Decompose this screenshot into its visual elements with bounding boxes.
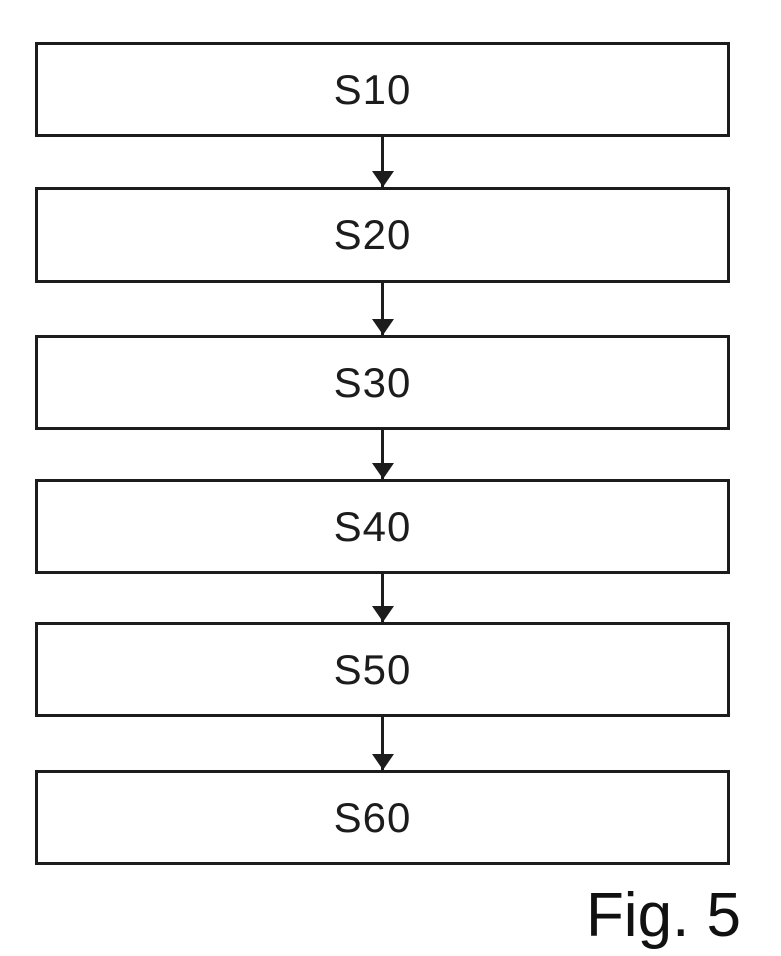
arrow-down-icon-1: [381, 137, 384, 187]
arrow-head-icon: [372, 606, 394, 622]
step-label-s10: S10: [333, 65, 412, 113]
figure-caption: Fig. 5: [585, 881, 741, 950]
arrow-head-icon: [372, 171, 394, 187]
arrow-head-icon: [372, 463, 394, 479]
arrow-down-icon-4: [381, 574, 384, 622]
flow-step-box-s40: [35, 479, 730, 574]
step-label-s50: S50: [333, 645, 412, 693]
flow-step-box-s30: [35, 335, 730, 430]
flow-step-box-s50: [35, 622, 730, 717]
arrow-head-icon: [372, 754, 394, 770]
arrow-down-icon-3: [381, 430, 384, 479]
flow-step-box-s20: [35, 187, 730, 283]
arrow-head-icon: [372, 319, 394, 335]
step-label-s30: S30: [333, 358, 412, 406]
flow-step-box-s60: [35, 770, 730, 865]
step-label-s20: S20: [333, 211, 412, 258]
flow-step-box-s10: [35, 42, 730, 137]
step-label-s60: S60: [333, 793, 412, 841]
arrow-down-icon-5: [381, 717, 384, 770]
step-label-s40: S40: [333, 502, 412, 550]
arrow-down-icon-2: [381, 283, 384, 335]
